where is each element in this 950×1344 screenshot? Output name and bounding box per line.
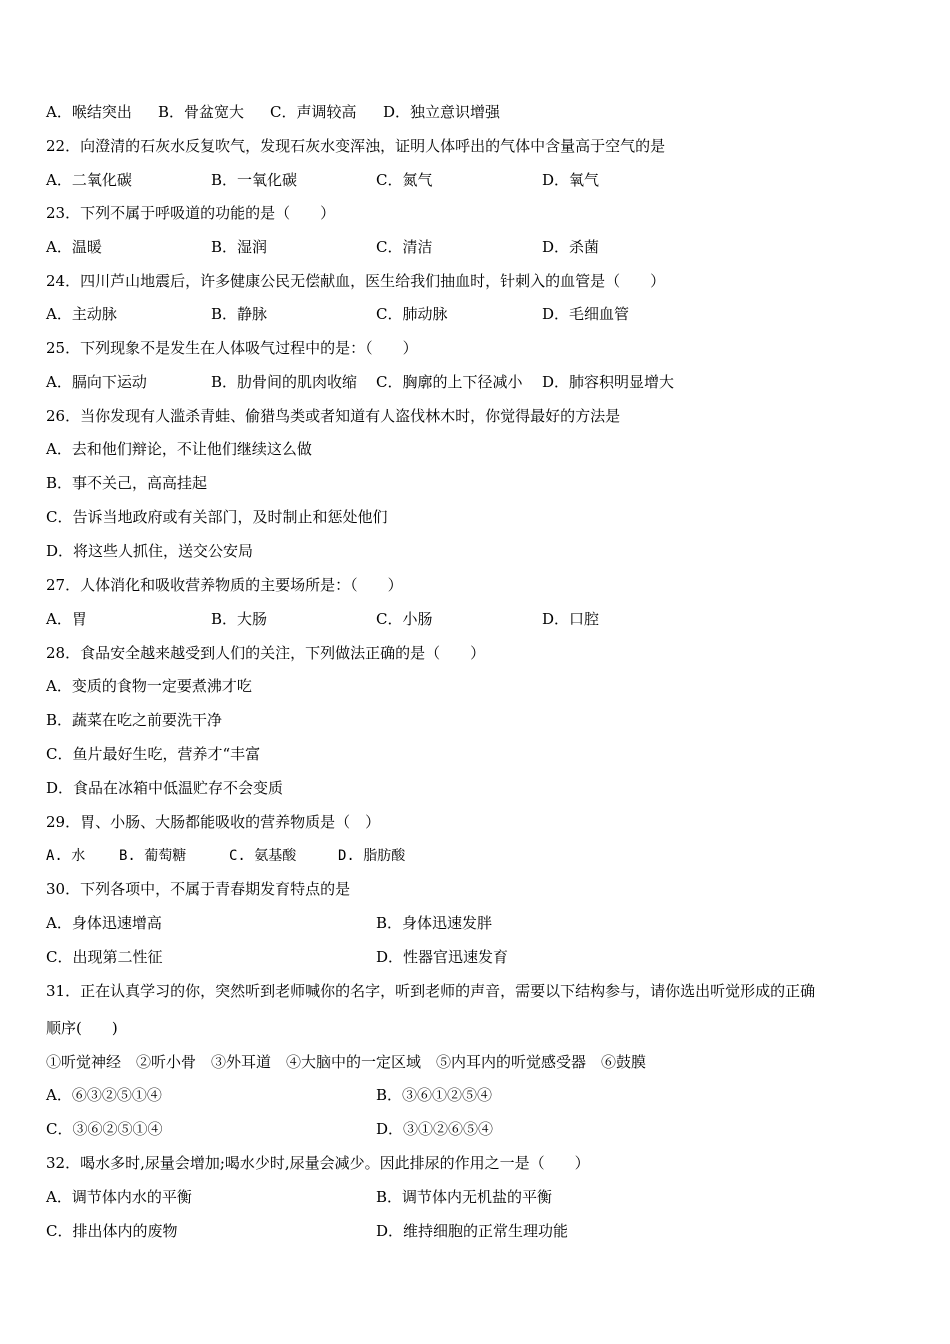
- q22-stem: 22．向澄清的石灰水反复吹气，发现石灰水变浑浊，证明人体呼出的气体中含量高于空气的是: [46, 137, 666, 155]
- q31-options-row1: [46, 1083, 926, 1107]
- q30-option-b: B．身体迅速发胖: [376, 914, 493, 932]
- q24-option-d: D．毛细血管: [542, 305, 630, 323]
- q25-option-b: B．肋骨间的肌肉收缩: [211, 373, 358, 391]
- q31-option-b: B．③⑥①②⑤④: [376, 1086, 493, 1104]
- q23-option-a: A．温暖: [46, 238, 102, 256]
- q30-option-a: A．身体迅速增高: [46, 914, 162, 932]
- q24-stem: 24．四川芦山地震后，许多健康公民无偿献血，医生给我们抽血时，针刺入的血管是（ ）: [46, 272, 666, 290]
- q31-option-d: D．③①②⑥⑤④: [376, 1120, 494, 1138]
- q25-options: [46, 370, 926, 394]
- q21-option-a: A．喉结突出: [46, 103, 132, 121]
- q31-option-c: C．③⑥②⑤①④: [46, 1120, 163, 1138]
- q26-option-b: B．事不关己，高高挂起: [46, 474, 208, 492]
- q26-stem: 26．当你发现有人滥杀青蛙、偷猎鸟类或者知道有人盗伐林木时，你觉得最好的方法是: [46, 407, 621, 425]
- q26-option-a: A．去和他们辩论，不让他们继续这么做: [46, 440, 312, 458]
- q24-option-b: B．静脉: [211, 305, 268, 323]
- q28-option-c: C．鱼片最好生吃，营养才“丰富: [46, 745, 261, 763]
- q30-options-row2: [46, 945, 926, 969]
- q27-stem: 27．人体消化和吸收营养物质的主要场所是：（ ）: [46, 576, 403, 594]
- q31-stem-line2: 顺序( ): [46, 1019, 118, 1037]
- q32-options-row2: [46, 1219, 926, 1243]
- q27-options: [46, 607, 926, 631]
- q21-option-c: C．声调较高: [270, 103, 357, 121]
- q23-stem: 23．下列不属于呼吸道的功能的是（ ）: [46, 204, 336, 222]
- q28-option-a: A．变质的食物一定要煮沸才吃: [46, 677, 252, 695]
- q22-option-c: C．氮气: [376, 171, 433, 189]
- q29-option-a: A. 水: [46, 848, 86, 864]
- q32-option-c: C．排出体内的废物: [46, 1222, 178, 1240]
- q32-option-d: D．维持细胞的正常生理功能: [376, 1222, 569, 1240]
- q30-stem: 30．下列各项中，不属于青春期发育特点的是: [46, 880, 351, 898]
- q30-option-c: C．出现第二性征: [46, 948, 163, 966]
- q25-option-a: A．膈向下运动: [46, 373, 147, 391]
- q23-option-b: B．湿润: [211, 238, 268, 256]
- q27-option-d: D．口腔: [542, 610, 600, 628]
- q31-stem-line1: 31．正在认真学习的你，突然听到老师喊你的名字，听到老师的声音，需要以下结构参与，请你选出听觉形成的正确: [46, 982, 816, 1000]
- q26-option-c: C．告诉当地政府或有关部门，及时制止和惩处他们: [46, 508, 388, 526]
- q32-option-b: B．调节体内无机盐的平衡: [376, 1188, 553, 1206]
- q22-option-d: D．氧气: [542, 171, 600, 189]
- q30-options-row1: [46, 911, 926, 935]
- q25-stem: 25．下列现象不是发生在人体吸气过程中的是：（ ）: [46, 339, 418, 357]
- q24-option-a: A．主动脉: [46, 305, 117, 323]
- q29-option-d: D. 脂肪酸: [338, 848, 406, 864]
- q27-option-a: A．胃: [46, 610, 87, 628]
- q31-option-a: A．⑥③②⑤①④: [46, 1086, 162, 1104]
- q29-options: [46, 844, 926, 868]
- q22-options: [46, 168, 926, 192]
- q27-option-c: C．小肠: [376, 610, 433, 628]
- q28-option-b: B．蔬菜在吃之前要洗干净: [46, 711, 223, 729]
- q23-option-c: C．清洁: [376, 238, 433, 256]
- q25-option-d: D．肺容积明显增大: [542, 373, 675, 391]
- q32-options-row1: [46, 1185, 926, 1209]
- q29-option-b: B. 葡萄糖: [119, 848, 187, 864]
- q31-options-row2: [46, 1117, 926, 1141]
- q28-stem: 28．食品安全越来越受到人们的关注，下列做法正确的是（ ）: [46, 644, 486, 662]
- q22-option-b: B．一氧化碳: [211, 171, 298, 189]
- q23-option-d: D．杀菌: [542, 238, 600, 256]
- q21-option-d: D．独立意识增强: [383, 103, 501, 121]
- q31-structure-list: ①听觉神经 ②听小骨 ③外耳道 ④大脑中的一定区域 ⑤内耳内的听觉感受器 ⑥鼓膜: [46, 1053, 647, 1071]
- q30-option-d: D．性器官迅速发育: [376, 948, 509, 966]
- q29-stem: 29．胃、小肠、大肠都能吸收的营养物质是（ ）: [46, 813, 381, 831]
- q24-options: [46, 302, 926, 326]
- q26-option-d: D．将这些人抓住，送交公安局: [46, 542, 254, 560]
- q25-option-c: C．胸廓的上下径减小: [376, 373, 523, 391]
- q21-options: [46, 100, 926, 124]
- q22-option-a: A．二氧化碳: [46, 171, 132, 189]
- q23-options: [46, 235, 926, 259]
- q29-option-c: C. 氨基酸: [229, 848, 297, 864]
- q21-option-b: B．骨盆宽大: [158, 103, 245, 121]
- q32-option-a: A．调节体内水的平衡: [46, 1188, 192, 1206]
- q28-option-d: D．食品在冰箱中低温贮存不会变质: [46, 779, 284, 797]
- q24-option-c: C．肺动脉: [376, 305, 448, 323]
- q32-stem: 32．喝水多时,尿量会增加;喝水少时,尿量会减少。因此排尿的作用之一是（ ）: [46, 1154, 590, 1172]
- q27-option-b: B．大肠: [211, 610, 268, 628]
